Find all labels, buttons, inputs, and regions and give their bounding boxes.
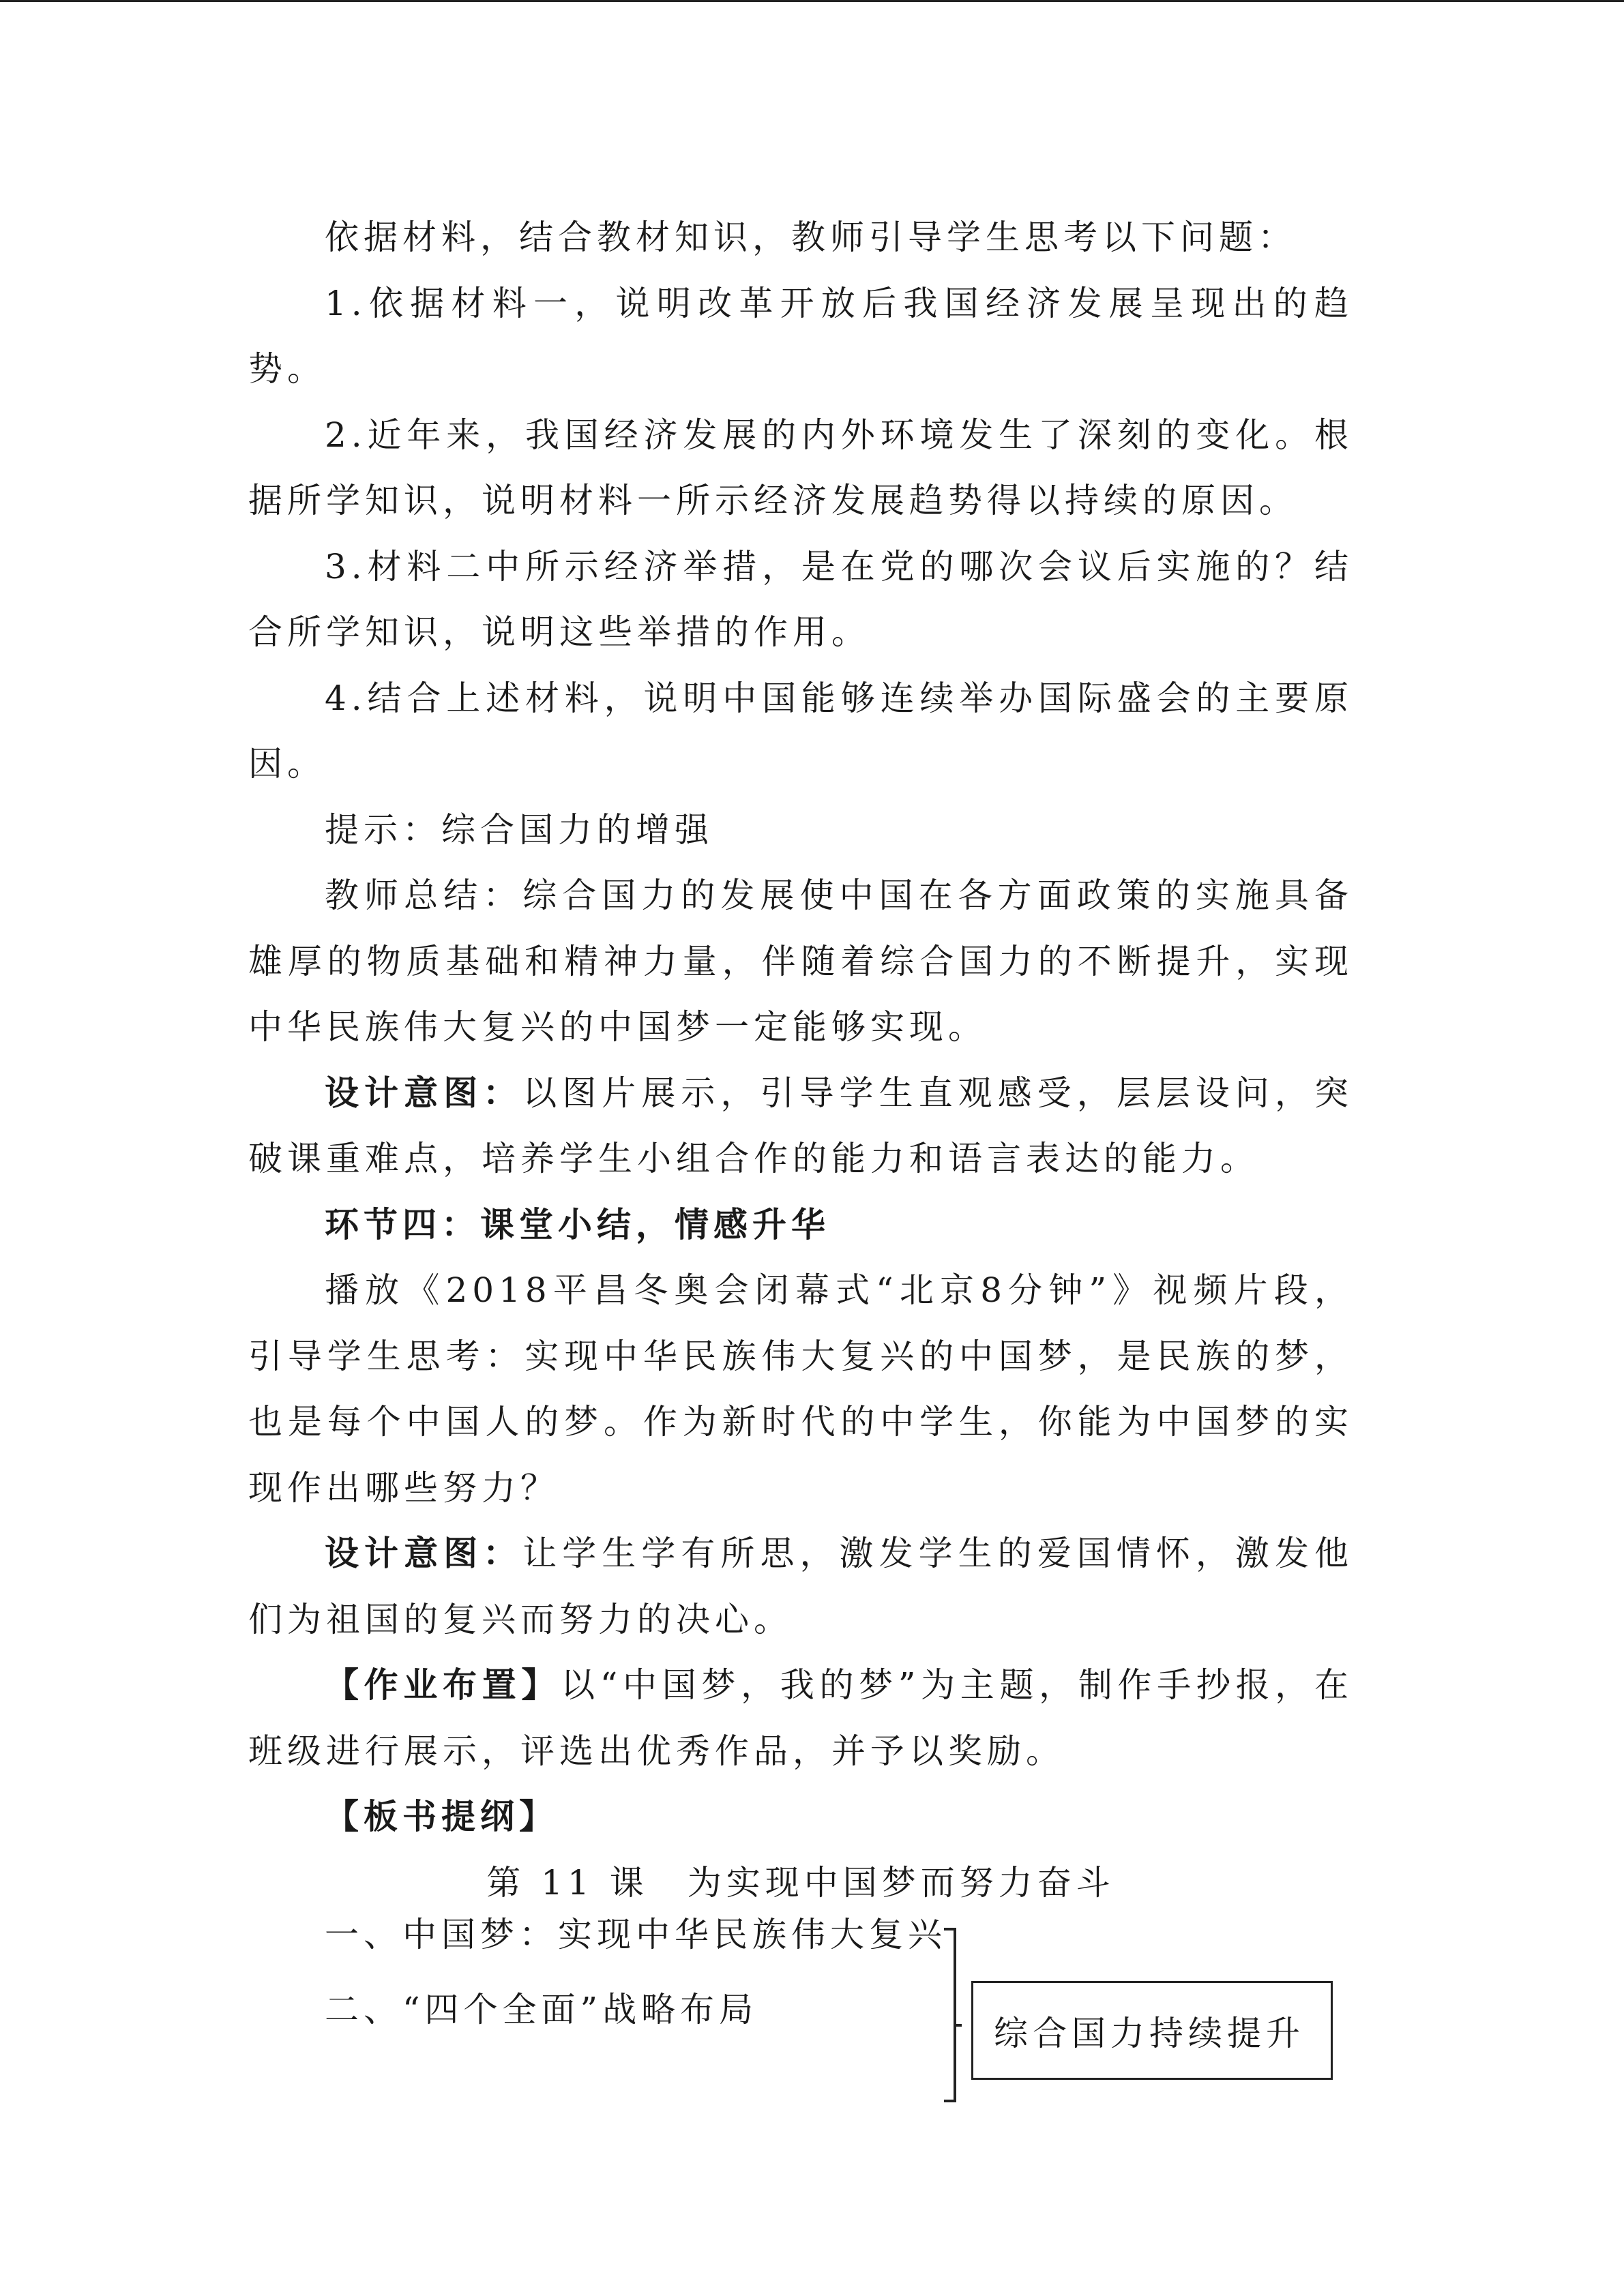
board-outline <box>248 1900 1353 2126</box>
section-heading: 环节四：课堂小结，情感升华 <box>325 1204 830 1244</box>
design-intent-1 <box>248 1060 1353 1192</box>
page-top-border <box>0 0 1624 2</box>
question-2: 2.近年来，我国经济发展的内外环境发生了深刻的变化。根据所学知识，说明材料一所示经济发展趋势得以持续的原因。 <box>248 415 1353 520</box>
paragraph: 依据材料，结合教材知识，教师引导学生思考以下问题： <box>325 218 1297 257</box>
outline-item-2: 二、“四个全面”战略布局 <box>325 1990 758 2029</box>
document-body <box>248 205 1353 1915</box>
board-outline-heading: 【板书提纲】 <box>325 1796 558 1836</box>
homework-text: 以“中国梦，我的梦”为主题，制作手抄报，在班级进行展示，评选出优秀作品，并予以奖励。 <box>248 1665 1353 1771</box>
design-intent-2 <box>248 1521 1353 1652</box>
question-4: 4.结合上述材料，说明中国能够连续举办国际盛会的主要原因。 <box>248 678 1353 784</box>
question-3: 3.材料二中所示经济举措，是在党的哪次会议后实施的？结合所学知识，说明这些举措的作用。 <box>248 546 1353 652</box>
hint: 提示：综合国力的增强 <box>325 809 713 850</box>
summary-box: 综合国力持续提升 <box>971 1981 1333 2080</box>
right-brace-icon <box>930 1900 971 2105</box>
homework-label: 【作业布置】 <box>325 1665 561 1705</box>
video-paragraph: 播放《2018平昌冬奥会闭幕式“北京8分钟”》视频片段，引导学生思考：实现中华民族伟大复兴的中国梦，是民族的梦，也是每个中国人的梦。作为新时代的中学生，你能为中国梦的实现作出哪些努力？ <box>248 1270 1353 1508</box>
question-1: 1.依据材料一，说明改革开放后我国经济发展呈现出的趋势。 <box>248 283 1353 389</box>
design-intent-label: 设计意图： <box>325 1072 523 1113</box>
homework <box>248 1652 1353 1784</box>
teacher-summary: 教师总结：综合国力的发展使中国在各方面政策的实施具备雄厚的物质基础和精神力量，伴随着综合国力的不断提升，实现中华民族伟大复兴的中国梦一定能够实现。 <box>248 876 1353 1047</box>
lesson-title: 第 11 课 为实现中国梦而努力奋斗 <box>486 1862 1115 1903</box>
design-intent-text: 让学生学有所思，激发学生的爱国情怀，激发他们为祖国的复兴而努力的决心。 <box>248 1534 1354 1639</box>
design-intent-label: 设计意图： <box>325 1533 523 1573</box>
outline-item-1: 一、中国梦：实现中华民族伟大复兴 <box>325 1915 947 1954</box>
design-intent-text: 以图片展示，引导学生直观感受，层层设问，突破课重难点，培养学生小组合作的能力和语言表达的能力。 <box>248 1073 1354 1178</box>
